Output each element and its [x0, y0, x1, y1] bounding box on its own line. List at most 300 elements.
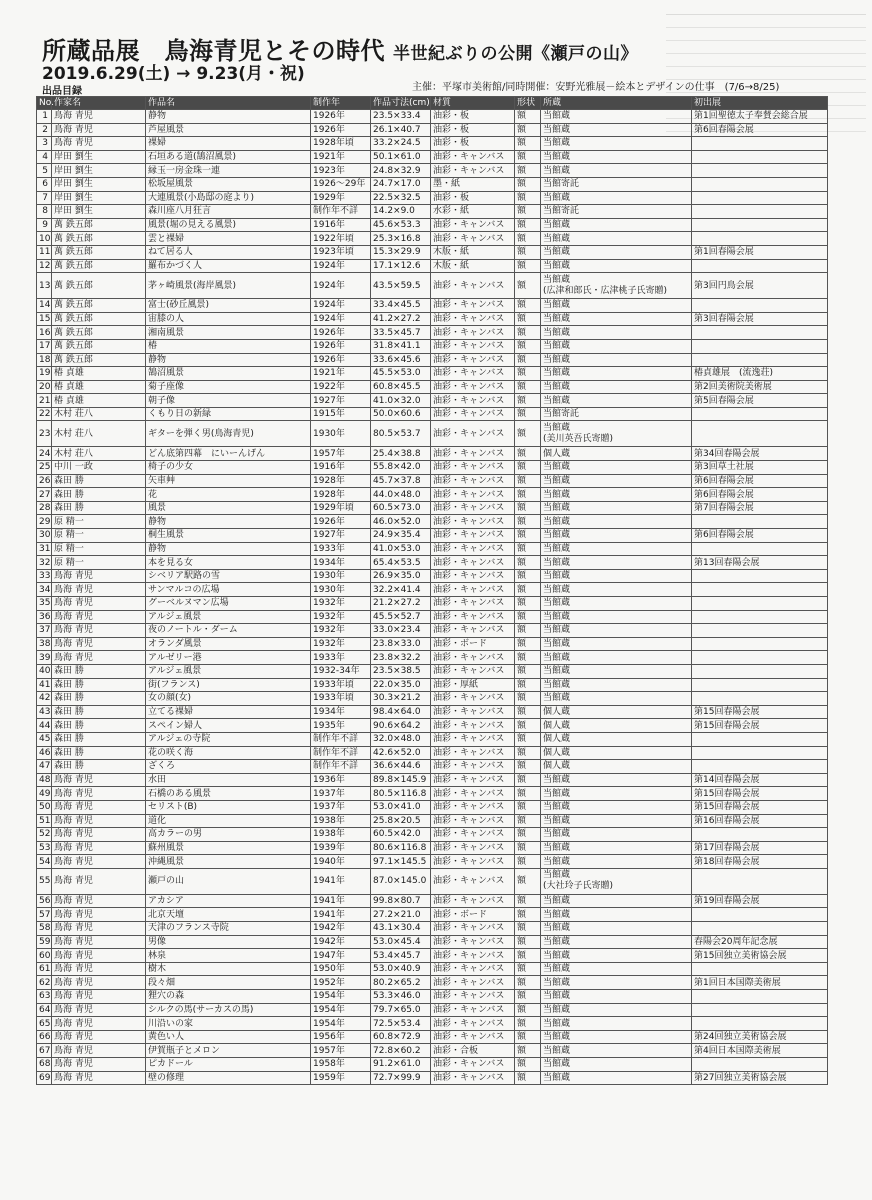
- cell-no: 65: [37, 1017, 52, 1031]
- table-row: [37, 218, 828, 232]
- table-row: [37, 732, 828, 746]
- cell-artist: 森田 勝: [52, 692, 146, 706]
- cell-material: 油彩・合板: [431, 1044, 515, 1058]
- cell-form: 額: [515, 760, 541, 774]
- cell-title: 桐生風景: [146, 529, 311, 543]
- cell-year: 1950年: [311, 962, 371, 976]
- cell-form: 額: [515, 407, 541, 421]
- cell-size: 41.2×27.2: [371, 312, 431, 326]
- cell-year: 1916年: [311, 461, 371, 475]
- cell-first-shown: [692, 732, 828, 746]
- cell-material: 油彩・キャンバス: [431, 461, 515, 475]
- cell-no: 12: [37, 259, 52, 273]
- cell-title: くもり日の新緑: [146, 407, 311, 421]
- cell-title: 菊子座像: [146, 380, 311, 394]
- cell-form: 額: [515, 814, 541, 828]
- table-row: [37, 474, 828, 488]
- cell-year: 制作年不詳: [311, 760, 371, 774]
- cell-material: 油彩・キャンバス: [431, 624, 515, 638]
- cell-form: 額: [515, 746, 541, 760]
- cell-collection: 当館蔵: [541, 610, 692, 624]
- cell-first-shown: [692, 205, 828, 219]
- cell-year: 1932-34年: [311, 664, 371, 678]
- cell-size: 30.3×21.2: [371, 692, 431, 706]
- cell-first-shown: [692, 678, 828, 692]
- cell-artist: 萬 鉄五郎: [52, 312, 146, 326]
- cell-collection: 当館蔵: [541, 110, 692, 124]
- cell-form: 額: [515, 1017, 541, 1031]
- cell-size: 90.6×64.2: [371, 719, 431, 733]
- cell-no: 37: [37, 624, 52, 638]
- cell-size: 60.5×42.0: [371, 828, 431, 842]
- cell-artist: 萬 鉄五郎: [52, 232, 146, 246]
- cell-first-shown: [692, 651, 828, 665]
- table-row: [37, 461, 828, 475]
- cell-title: ざくろ: [146, 760, 311, 774]
- cell-first-shown: 第15回独立美術協会展: [692, 949, 828, 963]
- table-row: [37, 394, 828, 408]
- cell-size: 23.5×38.5: [371, 664, 431, 678]
- cell-size: 23.8×32.2: [371, 651, 431, 665]
- cell-year: 1957年: [311, 1044, 371, 1058]
- cell-year: 1941年: [311, 908, 371, 922]
- cell-collection: 当館蔵: [541, 218, 692, 232]
- cell-artist: 原 精一: [52, 529, 146, 543]
- cell-collection: 当館蔵: [541, 353, 692, 367]
- cell-year: 1933年頃: [311, 678, 371, 692]
- cell-no: 31: [37, 542, 52, 556]
- cell-collection: 個人蔵: [541, 705, 692, 719]
- cell-size: 24.9×35.4: [371, 529, 431, 543]
- cell-size: 45.5×52.7: [371, 610, 431, 624]
- cell-size: 87.0×145.0: [371, 868, 431, 894]
- cell-no: 67: [37, 1044, 52, 1058]
- cell-size: 72.8×60.2: [371, 1044, 431, 1058]
- table-row: [37, 935, 828, 949]
- cell-material: 油彩・キャンバス: [431, 949, 515, 963]
- table-row: [37, 339, 828, 353]
- cell-collection: 当館蔵: [541, 394, 692, 408]
- cell-size: 53.3×46.0: [371, 990, 431, 1004]
- cell-form: 額: [515, 123, 541, 137]
- cell-material: 油彩・キャンバス: [431, 583, 515, 597]
- cell-material: 油彩・キャンバス: [431, 894, 515, 908]
- table-row: [37, 273, 828, 299]
- cell-year: 1930年: [311, 569, 371, 583]
- cell-form: 額: [515, 597, 541, 611]
- cell-title: 蘇州風景: [146, 841, 311, 855]
- cell-year: 1941年: [311, 894, 371, 908]
- cell-first-shown: [692, 191, 828, 205]
- cell-form: 額: [515, 542, 541, 556]
- cell-form: 額: [515, 232, 541, 246]
- cell-year: 1954年: [311, 1017, 371, 1031]
- cell-size: 25.8×20.5: [371, 814, 431, 828]
- cell-year: 1942年: [311, 922, 371, 936]
- cell-size: 60.5×73.0: [371, 501, 431, 515]
- cell-size: 25.4×38.8: [371, 447, 431, 461]
- cell-year: 1926年: [311, 326, 371, 340]
- cell-year: 1929年: [311, 191, 371, 205]
- cell-title: 黄色い人: [146, 1030, 311, 1044]
- cell-no: 48: [37, 773, 52, 787]
- col-form: 形状: [515, 97, 541, 110]
- table-row: [37, 1071, 828, 1085]
- cell-year: 1926年: [311, 110, 371, 124]
- cell-first-shown: 第14回春陽会展: [692, 773, 828, 787]
- cell-form: 額: [515, 1044, 541, 1058]
- cell-title: 天津のフランス寺院: [146, 922, 311, 936]
- cell-no: 24: [37, 447, 52, 461]
- cell-no: 58: [37, 922, 52, 936]
- cell-title: 石垣ある道(鵠沼風景): [146, 150, 311, 164]
- cell-no: 33: [37, 569, 52, 583]
- cell-form: 額: [515, 935, 541, 949]
- table-row: [37, 664, 828, 678]
- cell-form: 額: [515, 394, 541, 408]
- cell-size: 91.2×61.0: [371, 1058, 431, 1072]
- cell-title: 静物: [146, 542, 311, 556]
- cell-material: 油彩・キャンバス: [431, 773, 515, 787]
- cell-title: 雲と裸婦: [146, 232, 311, 246]
- cell-form: 額: [515, 962, 541, 976]
- cell-form: 額: [515, 326, 541, 340]
- cell-no: 5: [37, 164, 52, 178]
- cell-year: 1939年: [311, 841, 371, 855]
- cell-material: 油彩・キャンバス: [431, 841, 515, 855]
- cell-artist: 岸田 劉生: [52, 164, 146, 178]
- cell-first-shown: 第27回独立美術協会展: [692, 1071, 828, 1085]
- cell-collection: 当館寄託: [541, 177, 692, 191]
- cell-title: グーベルヌマン広場: [146, 597, 311, 611]
- cell-size: 72.5×53.4: [371, 1017, 431, 1031]
- cell-year: 1932年: [311, 624, 371, 638]
- cell-title: ピカドール: [146, 1058, 311, 1072]
- cell-form: 額: [515, 637, 541, 651]
- cell-year: 1921年: [311, 150, 371, 164]
- table-row: [37, 367, 828, 381]
- cell-material: 油彩・キャンバス: [431, 664, 515, 678]
- cell-artist: 萬 鉄五郎: [52, 245, 146, 259]
- table-row: [37, 990, 828, 1004]
- cell-first-shown: 第1回春陽会展: [692, 245, 828, 259]
- cell-artist: 鳥海 青児: [52, 1003, 146, 1017]
- works-table: [36, 96, 828, 1085]
- cell-first-shown: [692, 908, 828, 922]
- cell-form: 額: [515, 719, 541, 733]
- cell-year: 1957年: [311, 447, 371, 461]
- cell-first-shown: 第16回春陽会展: [692, 814, 828, 828]
- col-first-shown: 初出展: [692, 97, 828, 110]
- cell-title: 静物: [146, 515, 311, 529]
- cell-artist: 鳥海 青児: [52, 123, 146, 137]
- exhibition-dates: 2019.6.29(土) → 9.23(月・祝): [42, 64, 305, 84]
- cell-material: 油彩・キャンバス: [431, 719, 515, 733]
- table-row: [37, 447, 828, 461]
- cell-no: 21: [37, 394, 52, 408]
- cell-collection: 当館蔵: [541, 962, 692, 976]
- cell-size: 32.0×48.0: [371, 732, 431, 746]
- cell-year: 1915年: [311, 407, 371, 421]
- cell-size: 80.5×116.8: [371, 787, 431, 801]
- cell-collection: 当館蔵: [541, 583, 692, 597]
- cell-first-shown: [692, 692, 828, 706]
- cell-year: 1916年: [311, 218, 371, 232]
- cell-material: 油彩・キャンバス: [431, 990, 515, 1004]
- cell-size: 45.5×53.0: [371, 367, 431, 381]
- cell-size: 25.3×16.8: [371, 232, 431, 246]
- cell-material: 油彩・キャンバス: [431, 705, 515, 719]
- table-row: [37, 800, 828, 814]
- cell-title: 松坂屋風景: [146, 177, 311, 191]
- cell-artist: 鳥海 青児: [52, 773, 146, 787]
- cell-size: 43.1×30.4: [371, 922, 431, 936]
- cell-form: 額: [515, 651, 541, 665]
- cell-artist: 鳥海 青児: [52, 814, 146, 828]
- cell-size: 24.8×32.9: [371, 164, 431, 178]
- col-material: 材質: [431, 97, 515, 110]
- cell-size: 53.4×45.7: [371, 949, 431, 963]
- cell-no: 55: [37, 868, 52, 894]
- cell-form: 額: [515, 218, 541, 232]
- cell-no: 50: [37, 800, 52, 814]
- cell-size: 55.8×42.0: [371, 461, 431, 475]
- cell-collection: 当館蔵: [541, 556, 692, 570]
- cell-year: 1924年: [311, 259, 371, 273]
- cell-artist: 椿 貞雄: [52, 394, 146, 408]
- cell-size: 80.2×65.2: [371, 976, 431, 990]
- cell-no: 56: [37, 894, 52, 908]
- table-row: [37, 976, 828, 990]
- cell-collection: 当館蔵 (広津和郎氏・広津桃子氏寄贈): [541, 273, 692, 299]
- cell-year: 1926～29年: [311, 177, 371, 191]
- cell-first-shown: [692, 962, 828, 976]
- cell-first-shown: [692, 137, 828, 151]
- cell-no: 20: [37, 380, 52, 394]
- cell-form: 額: [515, 339, 541, 353]
- cell-size: 99.8×80.7: [371, 894, 431, 908]
- cell-material: 油彩・キャンバス: [431, 326, 515, 340]
- cell-first-shown: [692, 637, 828, 651]
- cell-no: 45: [37, 732, 52, 746]
- cell-material: 油彩・キャンバス: [431, 353, 515, 367]
- cell-artist: 原 精一: [52, 542, 146, 556]
- table-row: [37, 692, 828, 706]
- cell-collection: 当館蔵: [541, 1071, 692, 1085]
- table-row: [37, 746, 828, 760]
- cell-material: 油彩・キャンバス: [431, 610, 515, 624]
- col-no: No.: [37, 97, 52, 110]
- cell-material: 油彩・キャンバス: [431, 421, 515, 447]
- cell-size: 42.6×52.0: [371, 746, 431, 760]
- cell-title: 街(フランス): [146, 678, 311, 692]
- cell-first-shown: [692, 624, 828, 638]
- cell-title: 伊賀瓶子とメロン: [146, 1044, 311, 1058]
- table-row: [37, 678, 828, 692]
- cell-title: シルクの馬(サーカスの馬): [146, 1003, 311, 1017]
- cell-title: アルジェの寺院: [146, 732, 311, 746]
- cell-first-shown: 椿貞雄展 (流逸荘): [692, 367, 828, 381]
- cell-artist: 鳥海 青児: [52, 787, 146, 801]
- cell-size: 41.0×53.0: [371, 542, 431, 556]
- cell-no: 34: [37, 583, 52, 597]
- table-row: [37, 407, 828, 421]
- cell-material: 油彩・キャンバス: [431, 814, 515, 828]
- cell-year: 1922年頃: [311, 232, 371, 246]
- cell-artist: 鳥海 青児: [52, 962, 146, 976]
- table-row: [37, 1030, 828, 1044]
- cell-collection: 当館蔵: [541, 339, 692, 353]
- cell-collection: 当館蔵: [541, 232, 692, 246]
- cell-title: 夜のノートル・ダーム: [146, 624, 311, 638]
- cell-no: 43: [37, 705, 52, 719]
- cell-first-shown: [692, 1017, 828, 1031]
- cell-no: 60: [37, 949, 52, 963]
- cell-no: 7: [37, 191, 52, 205]
- table-row: [37, 259, 828, 273]
- cell-form: 額: [515, 569, 541, 583]
- table-row: [37, 556, 828, 570]
- cell-no: 64: [37, 1003, 52, 1017]
- cell-no: 11: [37, 245, 52, 259]
- cell-artist: 鳥海 青児: [52, 894, 146, 908]
- cell-artist: 鳥海 青児: [52, 908, 146, 922]
- cell-artist: 森田 勝: [52, 664, 146, 678]
- table-row: [37, 1044, 828, 1058]
- cell-year: 1922年: [311, 380, 371, 394]
- cell-artist: 鳥海 青児: [52, 624, 146, 638]
- cell-title: オランダ風景: [146, 637, 311, 651]
- cell-title: 椅子の少女: [146, 461, 311, 475]
- cell-no: 4: [37, 150, 52, 164]
- cell-no: 23: [37, 421, 52, 447]
- cell-title: 沖縄風景: [146, 855, 311, 869]
- table-row: [37, 205, 828, 219]
- cell-year: 1930年: [311, 583, 371, 597]
- cell-title: 石橋のある風景: [146, 787, 311, 801]
- cell-size: 46.0×52.0: [371, 515, 431, 529]
- cell-collection: 当館蔵: [541, 501, 692, 515]
- cell-title: 瀬戸の山: [146, 868, 311, 894]
- cell-material: 油彩・キャンバス: [431, 651, 515, 665]
- cell-first-shown: 第6回春陽会展: [692, 123, 828, 137]
- cell-form: 額: [515, 868, 541, 894]
- table-row: [37, 326, 828, 340]
- cell-no: 57: [37, 908, 52, 922]
- cell-no: 15: [37, 312, 52, 326]
- cell-title: 男像: [146, 935, 311, 949]
- table-row: [37, 232, 828, 246]
- cell-artist: 森田 勝: [52, 760, 146, 774]
- table-row: [37, 610, 828, 624]
- cell-year: 1923年頃: [311, 245, 371, 259]
- cell-artist: 森田 勝: [52, 732, 146, 746]
- cell-year: 1928年: [311, 488, 371, 502]
- cell-material: 油彩・キャンバス: [431, 1017, 515, 1031]
- cell-no: 42: [37, 692, 52, 706]
- cell-form: 額: [515, 421, 541, 447]
- cell-form: 額: [515, 894, 541, 908]
- cell-title: 立てる裸婦: [146, 705, 311, 719]
- cell-collection: 当館蔵: [541, 488, 692, 502]
- cell-artist: 椿 貞雄: [52, 380, 146, 394]
- cell-material: 油彩・板: [431, 123, 515, 137]
- cell-size: 22.5×32.5: [371, 191, 431, 205]
- cell-size: 22.0×35.0: [371, 678, 431, 692]
- cell-first-shown: 第3回草土社展: [692, 461, 828, 475]
- cell-size: 17.1×12.6: [371, 259, 431, 273]
- cell-no: 18: [37, 353, 52, 367]
- cell-first-shown: [692, 569, 828, 583]
- cell-form: 額: [515, 1071, 541, 1085]
- cell-form: 額: [515, 273, 541, 299]
- table-row: [37, 787, 828, 801]
- cell-form: 額: [515, 787, 541, 801]
- cell-artist: 鳥海 青児: [52, 110, 146, 124]
- cell-year: 1940年: [311, 855, 371, 869]
- cell-artist: 萬 鉄五郎: [52, 218, 146, 232]
- cell-form: 額: [515, 976, 541, 990]
- cell-no: 62: [37, 976, 52, 990]
- cell-title: 大連風景(小島邸の庭より): [146, 191, 311, 205]
- cell-artist: 鳥海 青児: [52, 922, 146, 936]
- table-row: [37, 123, 828, 137]
- table-row: [37, 855, 828, 869]
- cell-year: 1934年: [311, 556, 371, 570]
- cell-title: 静物: [146, 353, 311, 367]
- table-row: [37, 137, 828, 151]
- cell-artist: 森田 勝: [52, 719, 146, 733]
- cell-year: 1929年頃: [311, 501, 371, 515]
- cell-collection: 当館蔵: [541, 137, 692, 151]
- cell-year: 1926年: [311, 515, 371, 529]
- cell-first-shown: 第15回春陽会展: [692, 719, 828, 733]
- cell-artist: 椿 貞雄: [52, 367, 146, 381]
- cell-no: 25: [37, 461, 52, 475]
- table-row: [37, 569, 828, 583]
- cell-year: 1921年: [311, 367, 371, 381]
- cell-collection: 当館蔵: [541, 678, 692, 692]
- cell-year: 1928年頃: [311, 137, 371, 151]
- cell-title: 静物: [146, 110, 311, 124]
- cell-title: 花: [146, 488, 311, 502]
- table-row: [37, 299, 828, 313]
- cell-first-shown: [692, 299, 828, 313]
- cell-form: 額: [515, 583, 541, 597]
- cell-first-shown: [692, 326, 828, 340]
- cell-collection: 当館蔵: [541, 461, 692, 475]
- cell-year: 1926年: [311, 353, 371, 367]
- cell-form: 額: [515, 556, 541, 570]
- cell-form: 額: [515, 150, 541, 164]
- cell-material: 油彩・キャンバス: [431, 569, 515, 583]
- table-row: [37, 353, 828, 367]
- table-row: [37, 705, 828, 719]
- cell-collection: 当館蔵: [541, 908, 692, 922]
- cell-title: 狸穴の森: [146, 990, 311, 1004]
- cell-collection: 当館蔵: [541, 841, 692, 855]
- cell-no: 13: [37, 273, 52, 299]
- cell-no: 63: [37, 990, 52, 1004]
- cell-size: 98.4×64.0: [371, 705, 431, 719]
- cell-artist: 原 精一: [52, 556, 146, 570]
- cell-form: 額: [515, 245, 541, 259]
- cell-collection: 当館蔵: [541, 380, 692, 394]
- col-collection: 所蔵: [541, 97, 692, 110]
- cell-artist: 鳥海 青児: [52, 935, 146, 949]
- cell-collection: 当館蔵: [541, 855, 692, 869]
- cell-artist: 鳥海 青児: [52, 828, 146, 842]
